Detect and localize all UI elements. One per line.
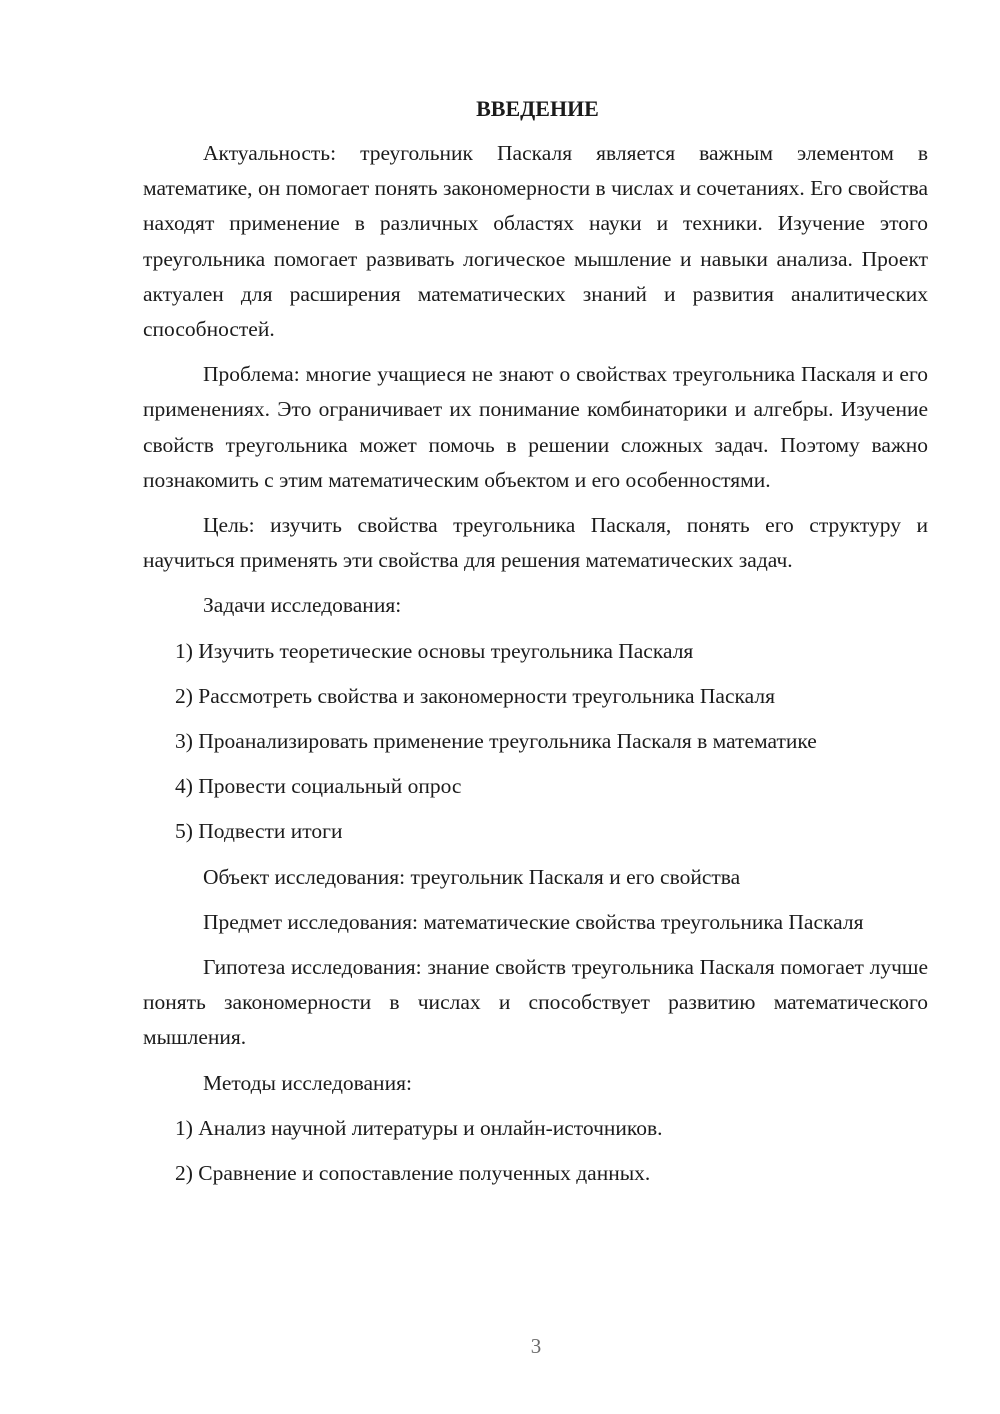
methods-label: Методы исследования: [203,1070,412,1095]
list-item: 4) Провести социальный опрос [175,774,462,799]
tasks-list [143,634,928,850]
list-item: 1) Изучить теоретические основы треугольника Паскаля [175,638,694,663]
list-item: 2) Сравнение и сопоставление полученных данных. [175,1161,651,1186]
subject-paragraph: Предмет исследования: математические свойства треугольника Паскаля [203,909,864,934]
methods-list [143,1111,928,1191]
problem-paragraph: Проблема: многие учащиеся не знают о свойствах треугольника Паскаля и его применениях. Это ограничивает их понимание комбинаторики и алгебры. Изучение свойств треугольника может помочь в решении сложных задач. Поэтому важно познакомить с этим математическим объектом и его особенностями. [143,362,928,492]
list-item: 2) Рассмотреть свойства и закономерности треугольника Паскаля [175,683,775,708]
page-title: ВВЕДЕНИЕ [476,96,599,121]
object-paragraph: Объект исследования: треугольник Паскаля и его свойства [203,864,741,889]
page-number: 3 [530,1334,542,1358]
goal-paragraph: Цель: изучить свойства треугольника Паскаля, понять его структуру и научиться применять эти свойства для решения математических задач. [143,513,928,573]
document-page [143,88,928,1191]
hypothesis-paragraph: Гипотеза исследования: знание свойств треугольника Паскаля помогает лучше понять закономерности в числах и способствует развитию математического мышления. [143,955,928,1050]
list-item: 3) Проанализировать применение треугольника Паскаля в математике [175,729,817,754]
list-item: 5) Подвести итоги [175,819,343,844]
tasks-label: Задачи исследования: [203,593,402,618]
list-item: 1) Анализ научной литературы и онлайн-источников. [175,1115,663,1140]
relevance-paragraph: Актуальность: треугольник Паскаля является важным элементом в математике, он помогает понять закономерности в числах и сочетаниях. Его свойства находят применение в различных областях науки и техники. Изучение этого треугольника помогает развивать логическое мышление и навыки анализа. Проект актуален для расширения математических знаний и развития аналитических способностей. [143,141,928,342]
